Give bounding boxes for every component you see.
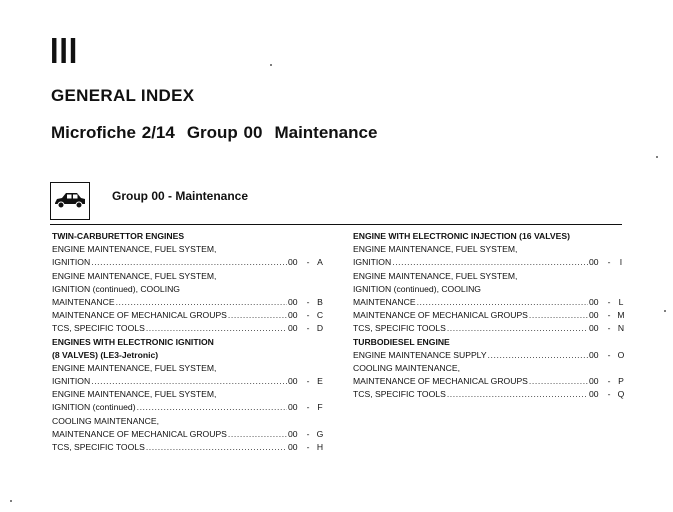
entry-page: 00 — [589, 296, 599, 307]
index-entry-d — [52, 322, 324, 335]
entry-dash: - — [607, 349, 611, 360]
entry-dash: - — [306, 428, 310, 439]
entry-code: O — [617, 349, 625, 360]
index-line: COOLING MAINTENANCE, — [52, 415, 159, 426]
index-entry-f — [52, 401, 324, 414]
group-label: Group 00 — [186, 123, 263, 142]
index-entry-c — [52, 309, 324, 322]
section-numeral: III — [50, 30, 79, 71]
group-icon-box — [50, 182, 90, 220]
index-line: ENGINE MAINTENANCE, FUEL SYSTEM, — [353, 244, 518, 255]
index-line: ENGINE MAINTENANCE, FUEL SYSTEM, — [52, 270, 217, 281]
entry-dash: - — [607, 323, 611, 334]
index-entry-o — [353, 349, 625, 362]
section-heading: ENGINE WITH ELECTRONIC INJECTION (16 VALVES) — [353, 231, 570, 241]
entry-dash: - — [306, 310, 310, 321]
leader-dots — [529, 375, 588, 388]
leader-dots — [488, 349, 588, 362]
leader-dots — [447, 388, 588, 401]
entry-code: P — [618, 376, 624, 387]
entry-text: MAINTENANCE — [52, 296, 115, 307]
entry-text: TCS, SPECIFIC TOOLS — [353, 389, 446, 400]
entry-code: B — [317, 296, 323, 307]
entry-dash: - — [306, 402, 310, 413]
entry-code: H — [316, 442, 324, 452]
index-entry-m — [353, 309, 625, 322]
car-icon — [53, 190, 87, 210]
index-entry-n — [353, 322, 625, 335]
entry-page: 00 — [589, 349, 599, 360]
entry-dash: - — [306, 376, 310, 387]
leader-dots — [447, 322, 588, 335]
entry-code: G — [316, 428, 324, 439]
group-heading: Group 00 - Maintenance — [112, 189, 249, 203]
entry-code: A — [317, 257, 323, 268]
entry-page: 00 — [288, 323, 298, 334]
index-line: ENGINE MAINTENANCE, FUEL SYSTEM, — [52, 244, 217, 255]
left-column — [52, 230, 324, 454]
entry-text: MAINTENANCE OF MECHANICAL GROUPS — [52, 310, 227, 321]
leader-dots — [228, 309, 287, 322]
right-column — [353, 230, 625, 401]
entry-code: M — [617, 310, 625, 321]
scan-speck — [10, 500, 12, 502]
entry-page: 00 — [288, 296, 298, 307]
entry-code: L — [618, 296, 624, 307]
leader-dots — [392, 256, 588, 269]
entry-dash: - — [607, 376, 611, 387]
index-line: ENGINE MAINTENANCE, FUEL SYSTEM, — [353, 270, 518, 281]
index-line: IGNITION (continued), COOLING — [52, 283, 180, 294]
entry-dash: - — [607, 257, 611, 268]
entry-page: 00 — [288, 428, 298, 439]
entry-code: N — [617, 323, 625, 334]
entry-page: 00 — [288, 376, 298, 387]
entry-page: 00 — [589, 389, 599, 400]
entry-dash: - — [306, 296, 310, 307]
general-index-title: GENERAL INDEX — [51, 86, 195, 105]
index-entry-p — [353, 375, 625, 388]
entry-dash: - — [306, 323, 310, 334]
index-entry-e — [52, 375, 324, 388]
entry-text: IGNITION — [52, 257, 91, 268]
entry-code: Q — [617, 389, 625, 400]
entry-dash: - — [306, 257, 310, 268]
entry-text: TCS, SPECIFIC TOOLS — [353, 323, 446, 334]
entry-text: TCS, SPECIFIC TOOLS — [52, 323, 145, 334]
section-heading: (8 VALVES) (LE3-Jetronic) — [52, 349, 159, 360]
entry-page: 00 — [288, 442, 298, 452]
leader-dots — [417, 296, 588, 309]
entry-code: F — [317, 402, 323, 413]
entry-page: 00 — [589, 257, 599, 268]
leader-dots — [137, 401, 287, 414]
entry-dash: - — [306, 442, 310, 452]
index-line: ENGINE MAINTENANCE, FUEL SYSTEM, — [52, 362, 217, 373]
leader-dots — [228, 428, 287, 441]
section-heading: ENGINES WITH ELECTRONIC IGNITION — [52, 336, 214, 347]
index-entry-h — [52, 441, 324, 454]
scan-speck — [656, 156, 658, 158]
entry-page: 00 — [288, 310, 298, 321]
entry-text: IGNITION — [52, 376, 91, 387]
entry-text: IGNITION — [353, 257, 392, 268]
entry-code: C — [316, 310, 324, 321]
leader-dots — [146, 322, 287, 335]
index-entry-b — [52, 296, 324, 309]
entry-text: IGNITION (continued) — [52, 402, 136, 413]
scan-speck — [664, 310, 666, 312]
entry-text: MAINTENANCE OF MECHANICAL GROUPS — [353, 376, 528, 387]
entry-text: MAINTENANCE OF MECHANICAL GROUPS — [52, 428, 227, 439]
index-entry-i — [353, 256, 625, 269]
entry-text: MAINTENANCE — [353, 296, 416, 307]
entry-page: 00 — [589, 310, 599, 321]
entry-text: MAINTENANCE OF MECHANICAL GROUPS — [353, 310, 528, 321]
entry-dash: - — [607, 296, 611, 307]
leader-dots — [146, 441, 287, 454]
index-entry-g — [52, 428, 324, 441]
entry-dash: - — [607, 310, 611, 321]
index-entry-l — [353, 296, 625, 309]
leader-dots — [116, 296, 287, 309]
index-line: IGNITION (continued), COOLING — [353, 283, 481, 294]
entry-text: TCS, SPECIFIC TOOLS — [52, 442, 145, 452]
entry-dash: - — [607, 389, 611, 400]
index-entry-q — [353, 388, 625, 401]
index-line: COOLING MAINTENANCE, — [353, 362, 460, 373]
index-entry-a — [52, 256, 324, 269]
entry-code: D — [316, 323, 324, 334]
entry-page: 00 — [589, 323, 599, 334]
section-heading: TURBODIESEL ENGINE — [353, 336, 450, 347]
scan-speck — [270, 64, 272, 66]
entry-code: I — [619, 257, 623, 268]
leader-dots — [529, 309, 588, 322]
section-heading: TWIN-CARBURETTOR ENGINES — [52, 231, 185, 241]
leader-dots — [91, 256, 287, 269]
microfiche-title — [51, 123, 377, 143]
entry-text: ENGINE MAINTENANCE SUPPLY — [353, 349, 487, 360]
index-line: ENGINE MAINTENANCE, FUEL SYSTEM, — [52, 389, 217, 400]
maintenance-label: Maintenance — [274, 123, 378, 142]
entry-page: 00 — [589, 376, 599, 387]
entry-page: 00 — [288, 257, 298, 268]
leader-dots — [91, 375, 287, 388]
entry-page: 00 — [288, 402, 298, 413]
microfiche-label: Microfiche 2/14 — [51, 123, 175, 142]
divider — [50, 224, 622, 225]
entry-code: E — [317, 376, 323, 387]
